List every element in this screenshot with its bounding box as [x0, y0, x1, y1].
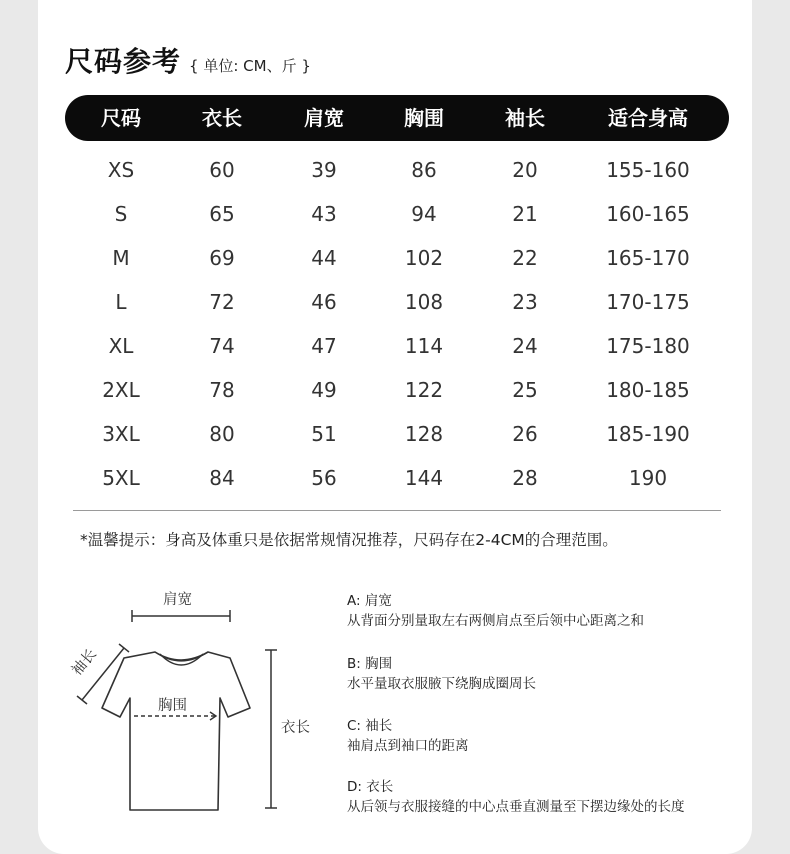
cell-sleeve: 20 — [512, 158, 538, 182]
header-shoulder: 肩宽 — [304, 106, 344, 130]
cell-shoulder: 46 — [311, 290, 337, 314]
cell-chest: 86 — [411, 158, 437, 182]
desc-sleeve — [347, 716, 469, 756]
desc-sleeve-body: 袖肩点到袖口的距离 — [347, 738, 469, 754]
cell-shoulder: 51 — [311, 422, 337, 446]
diagram-length-label: 衣长 — [281, 720, 310, 736]
divider — [73, 510, 721, 511]
desc-chest-body: 水平量取衣服腋下绕胸成圈周长 — [347, 676, 536, 692]
cell-size: 5XL — [102, 466, 140, 490]
cell-length: 65 — [209, 202, 235, 226]
cell-sleeve: 21 — [512, 202, 538, 226]
cell-shoulder: 43 — [311, 202, 337, 226]
cell-size: L — [115, 290, 127, 314]
header-size: 尺码 — [101, 106, 141, 130]
cell-size: S — [114, 202, 128, 226]
desc-shoulder-head: A: 肩宽 — [347, 593, 392, 609]
desc-length — [347, 777, 685, 817]
cell-height: 190 — [628, 466, 668, 490]
cell-chest: 102 — [404, 246, 444, 270]
cell-size: 3XL — [102, 422, 140, 446]
cell-height: 165-170 — [606, 246, 690, 270]
tshirt-diagram — [60, 580, 330, 830]
tip-note: *温馨提示：身高及体重只是依据常规情况推荐，尺码存在2-4CM的合理范围。 — [80, 531, 618, 549]
desc-length-body: 从后领与衣服接缝的中心点垂直测量至下摆边缘处的长度 — [347, 799, 685, 815]
cell-chest: 128 — [404, 422, 444, 446]
cell-shoulder: 56 — [311, 466, 337, 490]
cell-shoulder: 47 — [311, 334, 337, 358]
title-row — [65, 40, 311, 76]
header-chest: 胸围 — [404, 106, 444, 130]
table-header — [65, 95, 729, 141]
cell-sleeve: 22 — [512, 246, 538, 270]
cell-height: 155-160 — [606, 158, 690, 182]
cell-shoulder: 39 — [311, 158, 337, 182]
header-length: 衣长 — [202, 106, 242, 130]
cell-size: 2XL — [102, 378, 140, 402]
cell-size: XL — [108, 334, 134, 358]
cell-height: 185-190 — [606, 422, 690, 446]
cell-length: 78 — [209, 378, 235, 402]
desc-chest — [347, 654, 536, 694]
cell-size: M — [112, 246, 130, 270]
cell-height: 175-180 — [606, 334, 690, 358]
desc-shoulder — [347, 591, 644, 631]
cell-sleeve: 23 — [512, 290, 538, 314]
cell-size: XS — [107, 158, 135, 182]
cell-chest: 108 — [404, 290, 444, 314]
cell-length: 84 — [209, 466, 235, 490]
cell-length: 69 — [209, 246, 235, 270]
desc-length-head: D: 衣长 — [347, 779, 394, 795]
cell-height: 160-165 — [606, 202, 690, 226]
cell-chest: 114 — [404, 334, 444, 358]
cell-height: 170-175 — [606, 290, 690, 314]
cell-shoulder: 44 — [311, 246, 337, 270]
cell-sleeve: 25 — [512, 378, 538, 402]
cell-length: 80 — [209, 422, 235, 446]
header-height: 适合身高 — [608, 106, 688, 130]
desc-chest-head: B: 胸围 — [347, 656, 393, 672]
cell-length: 74 — [209, 334, 235, 358]
desc-shoulder-body: 从背面分别量取左右两侧肩点至后领中心距离之和 — [347, 613, 644, 629]
diagram-shoulder-label: 肩宽 — [163, 592, 192, 608]
cell-sleeve: 24 — [512, 334, 538, 358]
tshirt-illustration — [60, 580, 330, 830]
cell-height: 180-185 — [606, 378, 690, 402]
cell-length: 72 — [209, 290, 235, 314]
cell-chest: 94 — [411, 202, 437, 226]
diagram-chest-label: 胸围 — [158, 698, 187, 714]
cell-sleeve: 26 — [512, 422, 538, 446]
diagram-sleeve-label: 袖长 — [69, 646, 100, 679]
cell-length: 60 — [209, 158, 235, 182]
cell-chest: 144 — [404, 466, 444, 490]
cell-chest: 122 — [404, 378, 444, 402]
cell-sleeve: 28 — [512, 466, 538, 490]
unit-label: { 单位: CM、斤 } — [189, 57, 311, 75]
header-sleeve: 袖长 — [505, 106, 545, 130]
desc-sleeve-head: C: 袖长 — [347, 718, 393, 734]
cell-shoulder: 49 — [311, 378, 337, 402]
page-title: 尺码参考 — [65, 45, 182, 78]
